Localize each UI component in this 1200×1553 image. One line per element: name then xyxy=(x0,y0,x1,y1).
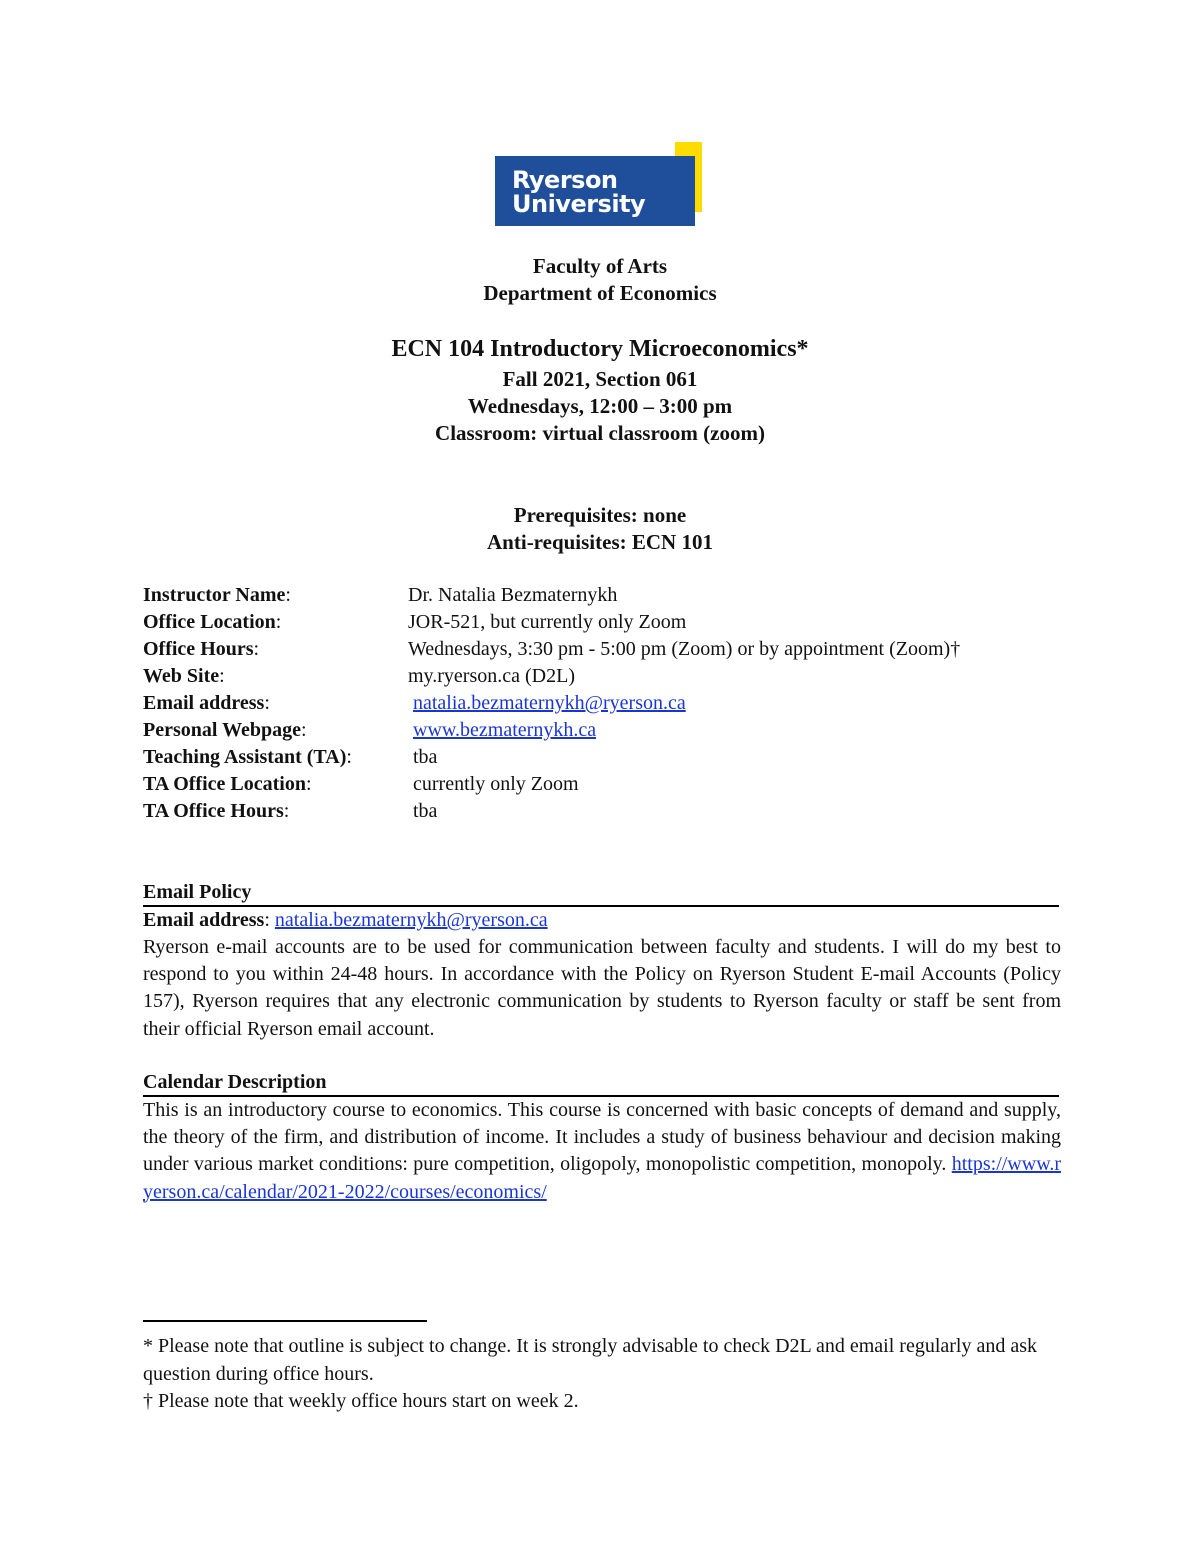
info-label: TA Office Hours xyxy=(143,800,284,822)
instructor-info-table xyxy=(143,582,961,825)
calendar-description-heading: Calendar Description xyxy=(143,1070,1059,1097)
email-policy-address-line: Email address: natalia.bezmaternykh@ryerson.ca xyxy=(143,909,548,931)
info-label: Office Location xyxy=(143,611,276,633)
info-row-web-site: Web Site: my.ryerson.ca (D2L) xyxy=(143,663,352,690)
info-label: Office Hours xyxy=(143,638,254,660)
footnote-separator xyxy=(143,1320,427,1322)
info-row-email: Email address: natalia.bezmaternykh@ryerson.ca xyxy=(143,692,686,714)
info-value: tba xyxy=(413,746,438,768)
info-label: Web Site xyxy=(143,665,220,687)
info-value: my.ryerson.ca (D2L) xyxy=(408,665,575,687)
department-heading: Department of Economics xyxy=(483,281,717,305)
course-classroom: Classroom: virtual classroom (zoom) xyxy=(435,421,765,445)
calendar-description-text: This is an introductory course to economics. This course is concerned with basic concepts of demand and supply, the theory of the firm, and distribution of income. It includes a study of business behaviour and decision making under various market conditions: pure competition, oligopoly, monopolistic competition, monopoly. xyxy=(143,1099,1061,1176)
footnote-2: † Please note that weekly office hours start on week 2. xyxy=(143,1390,579,1412)
course-term: Fall 2021, Section 061 xyxy=(502,367,698,391)
footnote-1: * Please note that outline is subject to change. It is strongly advisable to check D2L and email regularly and ask question during office hours. xyxy=(143,1335,1038,1385)
info-value: tba xyxy=(413,800,438,822)
info-label: TA Office Location xyxy=(143,773,306,795)
info-row-instructor: Instructor Name: Dr. Natalia Bezmaternykh xyxy=(143,582,352,609)
info-value: currently only Zoom xyxy=(413,773,579,795)
info-value: Dr. Natalia Bezmaternykh xyxy=(408,584,618,606)
info-label: Personal Webpage xyxy=(143,719,301,741)
info-label: Teaching Assistant (TA) xyxy=(143,746,347,768)
course-schedule: Wednesdays, 12:00 – 3:00 pm xyxy=(467,394,733,418)
faculty-heading: Faculty of Arts xyxy=(532,254,668,278)
calendar-link[interactable]: https://www.ryerson.ca/calendar/2021-2022/courses/economics/ xyxy=(143,1153,1061,1203)
info-row-ta-office-location: TA Office Location: currently only Zoom xyxy=(143,771,352,798)
email-policy-label: Email address xyxy=(143,909,265,931)
info-row-personal-webpage: Personal Webpage: www.bezmaternykh.ca xyxy=(143,719,597,741)
info-row-ta: Teaching Assistant (TA): tba xyxy=(143,744,352,771)
calendar-description-paragraph xyxy=(143,1097,1061,1206)
logo-text-line2: University xyxy=(512,190,646,218)
info-row-ta-office-hours: TA Office Hours: tba xyxy=(143,798,352,825)
info-value: Wednesdays, 3:30 pm - 5:00 pm (Zoom) or by appointment (Zoom)† xyxy=(408,638,961,660)
antirequisites: Anti-requisites: ECN 101 xyxy=(487,530,713,554)
info-row-office-location: Office Location: JOR-521, but currently only Zoom xyxy=(143,609,352,636)
personal-webpage-link[interactable]: www.bezmaternykh.ca xyxy=(413,719,597,741)
info-value: JOR-521, but currently only Zoom xyxy=(408,611,687,633)
info-label: Instructor Name xyxy=(143,584,286,606)
prerequisites: Prerequisites: none xyxy=(513,503,687,527)
email-policy-heading: Email Policy xyxy=(143,880,1059,907)
instructor-email-link[interactable]: natalia.bezmaternykh@ryerson.ca xyxy=(413,692,686,714)
email-policy-paragraph: Ryerson e-mail accounts are to be used for communication between faculty and students. I will do my best to respond to you within 24-48 hours. In accordance with the Policy on Ryerson Student E-mail Accounts (Policy 157), Ryerson requires that any electronic communication by students to Ryerson faculty or staff be sent from their official Ryerson email account. xyxy=(143,936,1061,1040)
course-title: ECN 104 Introductory Microeconomics* xyxy=(391,336,809,362)
info-row-office-hours: Office Hours: Wednesdays, 3:30 pm - 5:00 pm (Zoom) or by appointment (Zoom)† xyxy=(143,636,352,663)
email-policy-email-link[interactable]: natalia.bezmaternykh@ryerson.ca xyxy=(274,909,548,931)
logo-text-line1: Ryerson xyxy=(512,166,618,194)
ryerson-university-logo xyxy=(495,142,708,226)
info-label: Email address xyxy=(143,692,265,714)
